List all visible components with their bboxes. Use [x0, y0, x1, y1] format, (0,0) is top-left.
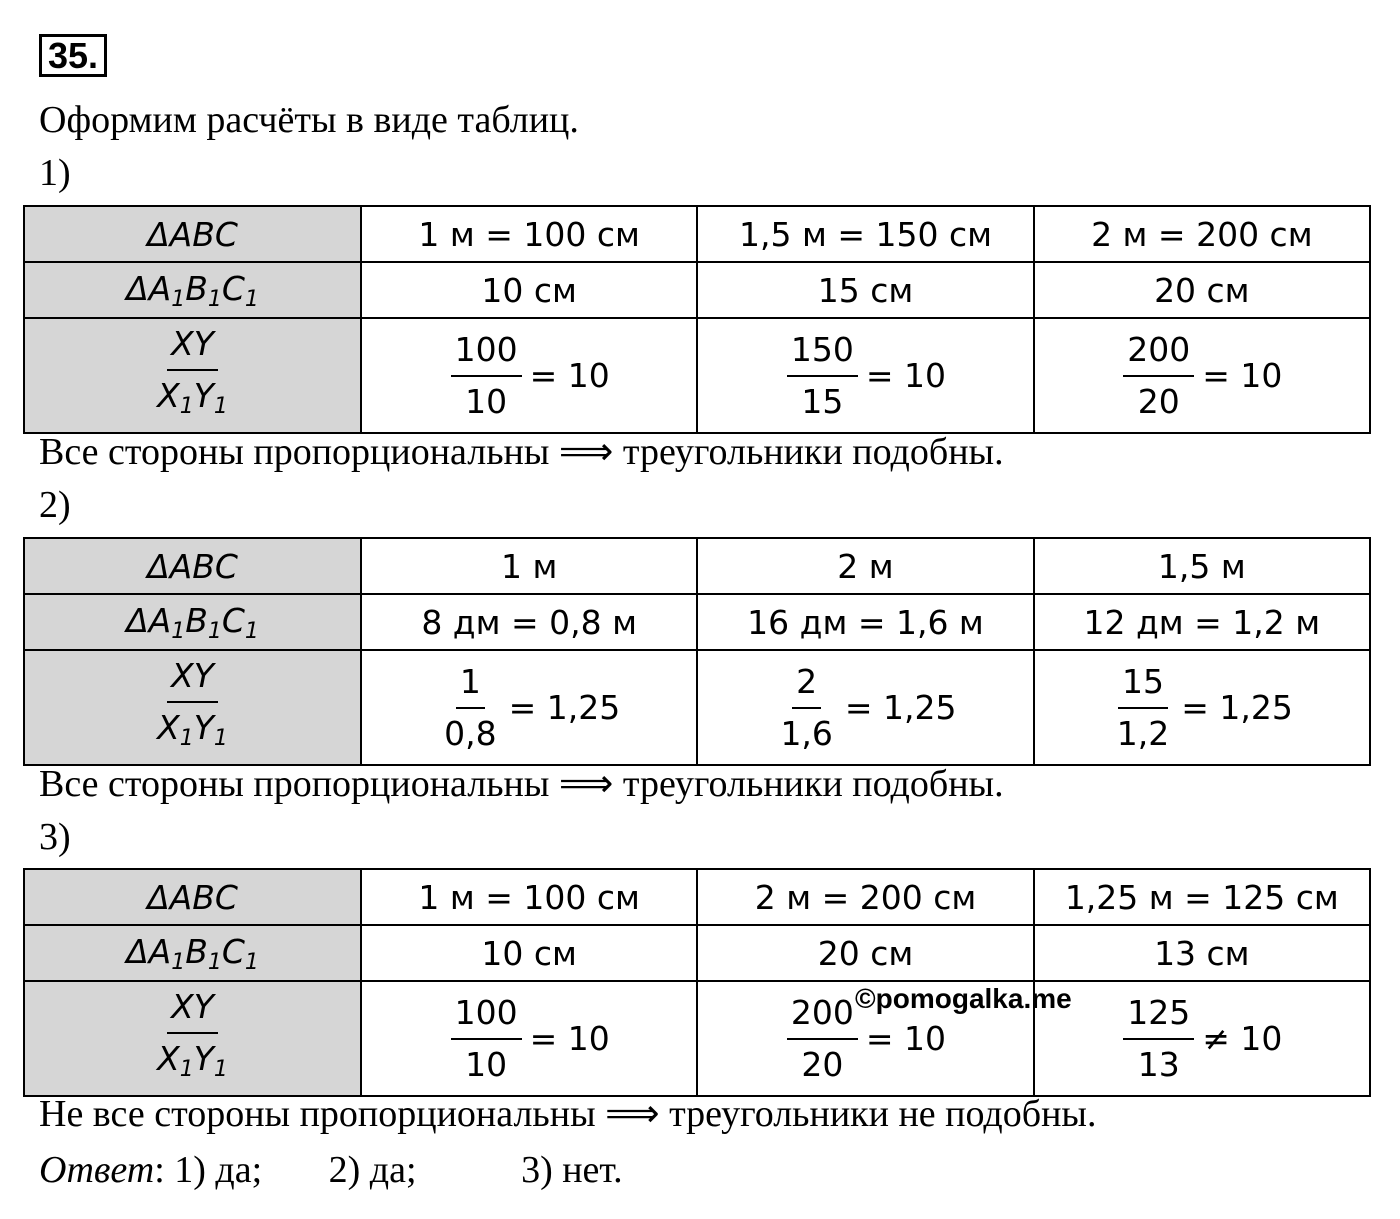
- row-header-a1b1c1: $\Delta A_1B_1C_1$: [24, 594, 361, 650]
- ratio-cell: $\frac{2}{1,6}$ = 1,25: [697, 650, 1033, 765]
- conclusion-2: Все стороны пропорциональны ⟹ треугольники подобны.: [39, 763, 1004, 805]
- answer-line: [39, 1148, 623, 1192]
- ratio-cell: $\frac{150}{15}$ = 10: [697, 318, 1033, 433]
- table-cell: 1,25 м = 125 см: [1034, 869, 1370, 925]
- table-2: [23, 537, 1371, 766]
- row-header-abc: ΔABC: [24, 869, 361, 925]
- problem-number: 35.: [39, 34, 107, 77]
- row-header-ratio: $\frac{XY}{X_1Y_1}$: [24, 318, 361, 433]
- table-cell: 1 м = 100 см: [361, 869, 697, 925]
- answer-label: Ответ: [39, 1149, 155, 1191]
- section-1-label: 1): [39, 152, 71, 194]
- conclusion-1: Все стороны пропорциональны ⟹ треугольники подобны.: [39, 431, 1004, 473]
- ratio-cell: $\frac{1}{0,8}$ = 1,25: [361, 650, 697, 765]
- table-cell: 2 м = 200 см: [1034, 206, 1370, 262]
- ratio-cell: $\frac{125}{13}$ ≠ 10: [1034, 981, 1370, 1096]
- conclusion-3: Не все стороны пропорциональны ⟹ треугольники не подобны.: [39, 1093, 1097, 1135]
- row-header-abc: ΔABC: [24, 206, 361, 262]
- table-cell: 15 см: [697, 262, 1033, 318]
- table-cell: 16 дм = 1,6 м: [697, 594, 1033, 650]
- table-cell: 1,5 м: [1034, 538, 1370, 594]
- watermark: ©pomogalka.me: [855, 983, 1072, 1014]
- row-header-a1b1c1: $\Delta A_1B_1C_1$: [24, 925, 361, 981]
- row-header-a1b1c1: $\Delta A_1B_1C_1$: [24, 262, 361, 318]
- row-header-ratio: $\frac{XY}{X_1Y_1}$: [24, 981, 361, 1096]
- intro-text: Оформим расчёты в виде таблиц.: [39, 99, 579, 141]
- table-cell: 10 см: [361, 262, 697, 318]
- table-cell: 1 м: [361, 538, 697, 594]
- row-header-ratio: $\frac{XY}{X_1Y_1}$: [24, 650, 361, 765]
- table-1: [23, 205, 1371, 434]
- ratio-cell: $\frac{15}{1,2}$ = 1,25: [1034, 650, 1370, 765]
- table-cell: 20 см: [1034, 262, 1370, 318]
- row-header-abc: ΔABC: [24, 538, 361, 594]
- ratio-cell: $\frac{200}{20}$ = 10: [697, 981, 1033, 1096]
- table-cell: 20 см: [697, 925, 1033, 981]
- table-3: [23, 868, 1371, 1097]
- table-cell: 2 м: [697, 538, 1033, 594]
- table-cell: 1 м = 100 см: [361, 206, 697, 262]
- table-cell: 12 дм = 1,2 м: [1034, 594, 1370, 650]
- section-2-label: 2): [39, 484, 71, 526]
- table-cell: 13 см: [1034, 925, 1370, 981]
- ratio-cell: $\frac{100}{10}$ = 10: [361, 318, 697, 433]
- table-cell: 8 дм = 0,8 м: [361, 594, 697, 650]
- ratio-cell: $\frac{100}{10}$ = 10: [361, 981, 697, 1096]
- section-3-label: 3): [39, 816, 71, 858]
- table-cell: 1,5 м = 150 см: [697, 206, 1033, 262]
- table-cell: 2 м = 200 см: [697, 869, 1033, 925]
- answer-text: : 1) да; 2) да; 3) нет.: [154, 1149, 623, 1191]
- table-cell: 10 см: [361, 925, 697, 981]
- ratio-cell: $\frac{200}{20}$ = 10: [1034, 318, 1370, 433]
